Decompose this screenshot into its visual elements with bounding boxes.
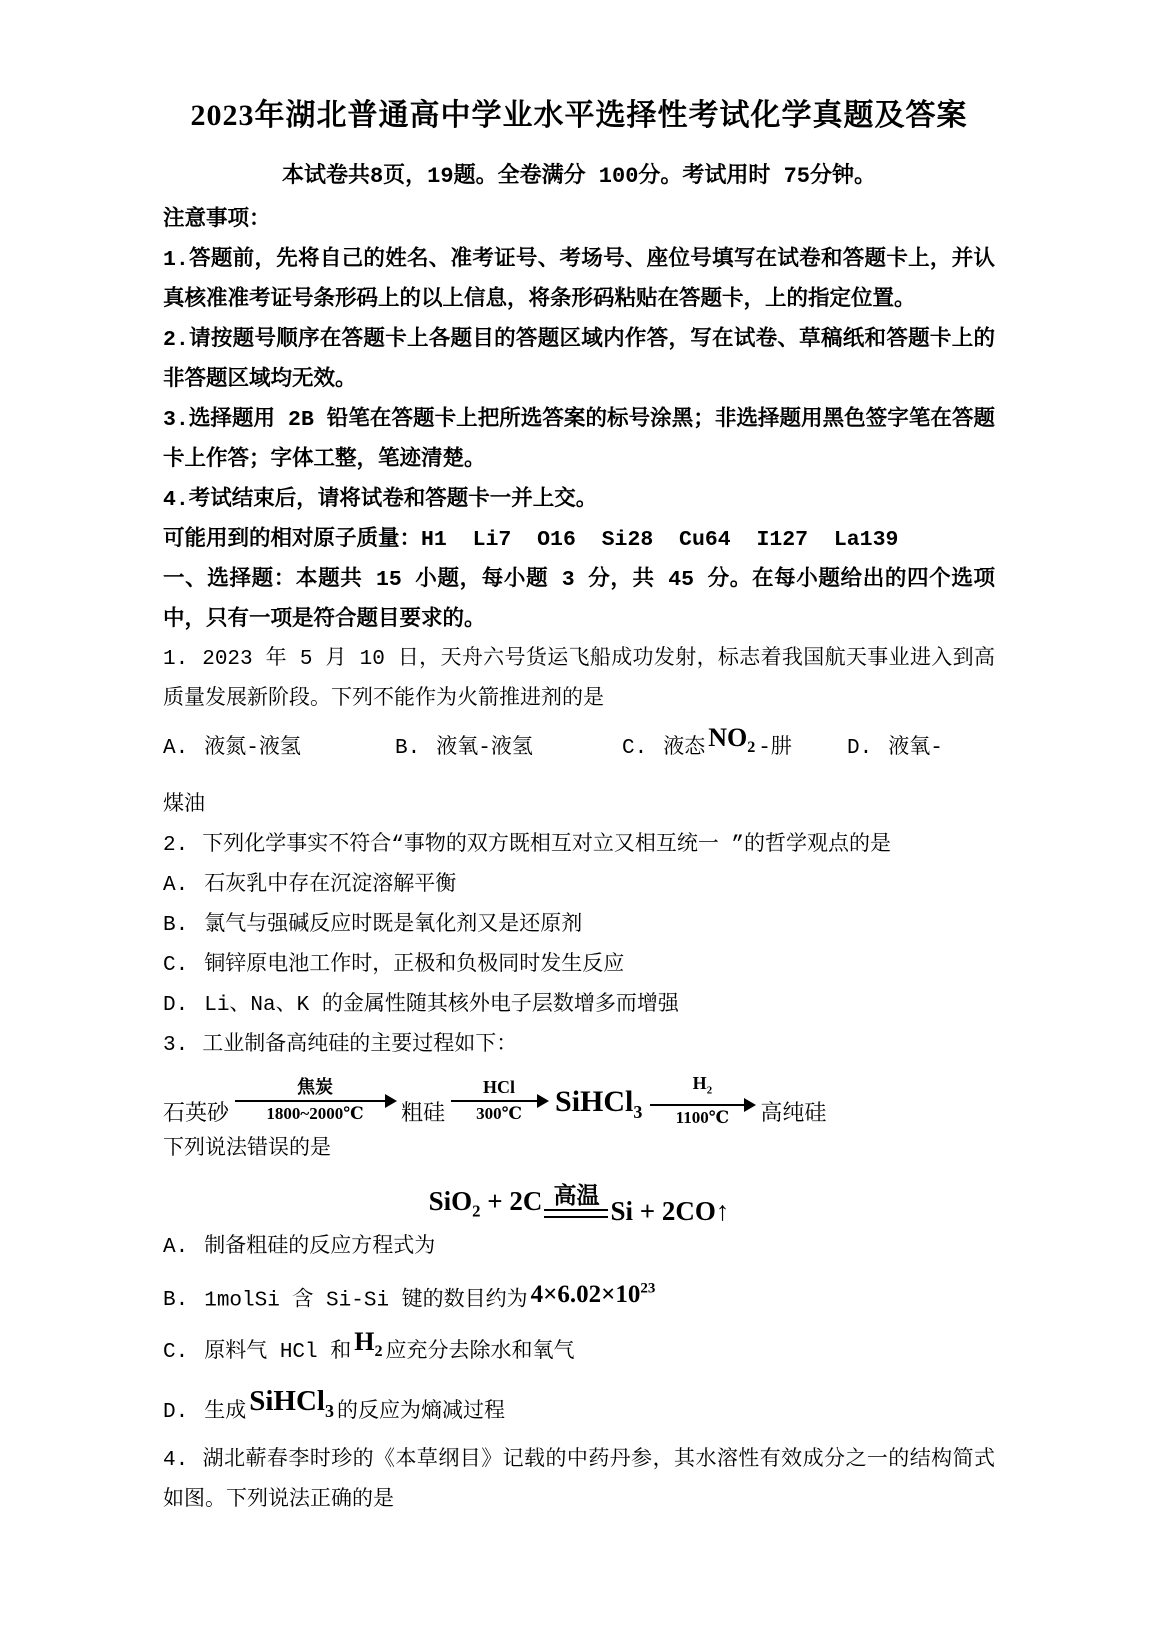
option-d-overflow: 煤油 (163, 794, 205, 817)
question-4-stem (163, 1441, 995, 1521)
reaction-step-2 (451, 1076, 547, 1124)
option-text: 1molSi 含 Si-Si 键的数目约为 (204, 1289, 528, 1313)
option-label: D. (163, 994, 189, 1017)
chemical-formula-sihcl3: SiHCl$_3$ (249, 1384, 334, 1421)
option-a (163, 730, 395, 760)
option-text: 应充分去除水和氧气 (385, 1341, 575, 1365)
question-2-stem (163, 826, 995, 866)
chemical-formula-h2: $H_2$ (354, 1327, 383, 1361)
option-text: 氯气与强碱反应时既是氧化剂又是还原剂 (204, 914, 583, 937)
question-text: 下列化学事实不符合“事物的双方既相互对立又相互统一 ”的哲学观点的是 (202, 834, 892, 857)
question-1-stem (163, 640, 995, 720)
option-label: A. (163, 737, 189, 760)
option-label: C. (163, 1341, 189, 1365)
option-label: A. (163, 1236, 189, 1259)
scheme-reactant: 石英砂 (163, 1101, 230, 1127)
formula-avogadro: $4\times 6.02\times 10^{23}$ (530, 1281, 656, 1309)
arrow-condition-above: HCl (483, 1077, 516, 1097)
question-text: 工业制备高纯硅的主要过程如下： (202, 1034, 518, 1057)
option-text: 生成 (204, 1400, 247, 1424)
option-c (622, 723, 847, 764)
reaction-scheme (163, 1070, 995, 1130)
option-text: 制备粗硅的反应方程式为 (204, 1236, 436, 1259)
notice-heading: 注意事项： (163, 208, 271, 232)
reaction-arrow-icon (451, 1100, 547, 1102)
option-label: D. (163, 1400, 189, 1424)
question-3-stem (163, 1026, 995, 1066)
atomic-mass-line (163, 520, 995, 560)
notice-item-4: 4.考试结束后，请将试卷和答题卡一并上交。 (163, 488, 598, 512)
option-c (163, 1325, 995, 1383)
notice-item-3: 3.选择题用 2B 铅笔在答题卡上把所选答案的标号涂黑；非选择题用黑色签字笔在答题卡上作答；字体工整，笔迹清楚。 (163, 408, 995, 472)
option-a (163, 1228, 995, 1268)
scheme-product-1: 粗硅 (401, 1101, 446, 1127)
option-text: -肼 (758, 737, 792, 760)
option-b (395, 730, 622, 760)
option-c (163, 946, 995, 986)
option-text: 液氧- (888, 737, 943, 760)
exam-subtitle: 本试卷共8页，19题。全卷满分 100分。考试用时 75分钟。 (281, 164, 877, 189)
equation-lhs: SiO$_2$ + 2C (428, 1185, 543, 1220)
option-text: 液态 (663, 737, 706, 760)
option-label: C. (622, 737, 648, 760)
atomic-mass-values: H1 Li7 O16 Si28 Cu64 I127 La139 (421, 528, 899, 552)
reaction-step-1 (235, 1076, 395, 1124)
arrow-condition-below: 1800~2000℃ (266, 1104, 364, 1123)
equation-condition (544, 1183, 608, 1228)
option-text: 原料气 HCl 和 (204, 1341, 352, 1365)
question-number: 4. (163, 1449, 189, 1473)
notice-item-2: 2.请按题号顺序在答题卡上各题目的答题区域内作答，写在试卷、草稿纸和答题卡上的非答题区域均无效。 (163, 328, 995, 392)
option-d (163, 1384, 995, 1442)
chemical-equation (163, 1170, 995, 1228)
reaction-arrow-icon (235, 1100, 395, 1102)
equation-rhs: Si + 2CO↑ (610, 1196, 730, 1226)
option-d (847, 730, 943, 760)
reaction-step-3 (650, 1072, 754, 1128)
condition-label: 高温 (553, 1183, 600, 1208)
notice-item-1: 1.答题前，先将自己的姓名、准考证号、考场号、座位号填写在试卷和答题卡上，并认真核准准考证号条形码上的以上信息，将条形码粘贴在答题卡，上的指定位置。 (163, 248, 995, 312)
page-title: 2023年湖北普通高中学业水平选择性考试化学真题及答案 (190, 99, 968, 132)
arrow-condition-below: 1100℃ (675, 1107, 730, 1127)
question-number: 3. (163, 1034, 189, 1057)
arrow-condition-above: $H_2$ (692, 1073, 713, 1097)
arrow-condition-below: 300℃ (476, 1104, 522, 1123)
chemical-formula-no2: $NO_2$ (708, 723, 756, 757)
option-b (163, 1268, 995, 1325)
arrow-condition-above: 焦炭 (297, 1077, 334, 1097)
option-b (163, 906, 995, 946)
double-bond-equals-icon (544, 1209, 608, 1218)
question-number: 1. (163, 648, 189, 671)
question-text: 湖北蕲春李时珍的《本草纲目》记载的中药丹参，其水溶性有效成分之一的结构简式如图。下列说法正确的是 (163, 1449, 995, 1513)
option-label: B. (163, 914, 189, 937)
option-label: B. (163, 1289, 189, 1313)
option-a (163, 866, 995, 906)
option-label: C. (163, 954, 189, 977)
option-text: 液氧-液氢 (436, 737, 533, 760)
atomic-mass-label: 可能用到的相对原子质量： (163, 528, 422, 552)
option-text: 的反应为熵减过程 (336, 1400, 505, 1424)
option-text: 液氮-液氢 (204, 737, 301, 760)
question-text: 2023 年 5 月 10 日，天舟六号货运飞船成功发射，标志着我国航天事业进入到高质量发展新阶段。下列不能作为火箭推进剂的是 (163, 648, 995, 711)
section-heading: 一、选择题：本题共 15 小题，每小题 3 分，共 45 分。在每小题给出的四个选项中，只有一项是符合题目要求的。 (163, 568, 995, 632)
option-d (163, 986, 995, 1026)
question-3-followup: 下列说法错误的是 (163, 1138, 331, 1161)
scheme-product-2-formula: SiHCl$_3$ (555, 1085, 643, 1122)
option-text: 石灰乳中存在沉淀溶解平衡 (204, 874, 457, 897)
option-label: B. (395, 737, 421, 760)
reaction-arrow-icon (650, 1104, 754, 1106)
option-label: D. (847, 737, 873, 760)
option-text: 铜锌原电池工作时，正极和负极同时发生反应 (204, 954, 625, 977)
option-text: Li、Na、K 的金属性随其核外电子层数增多而增强 (204, 994, 679, 1017)
option-label: A. (163, 874, 189, 897)
question-1-options-row (163, 720, 995, 786)
question-number: 2. (163, 834, 189, 857)
scheme-product-3: 高纯硅 (760, 1101, 827, 1127)
